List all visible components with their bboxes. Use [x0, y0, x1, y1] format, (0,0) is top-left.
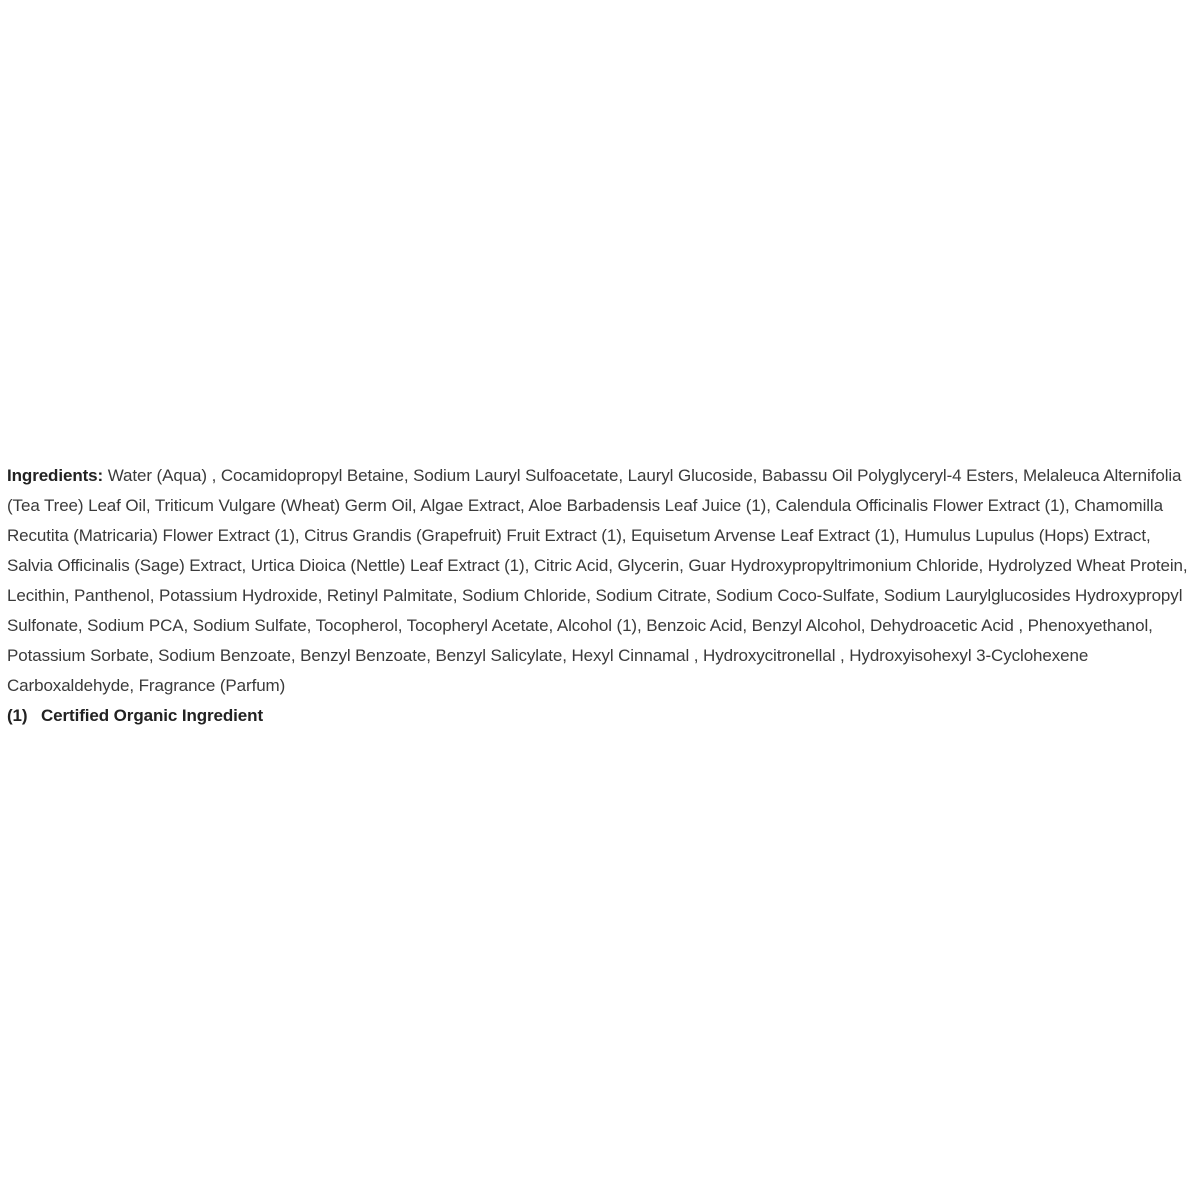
ingredients-block [7, 461, 1195, 731]
footnote-marker: (1) [7, 706, 28, 725]
footnote-text: Certified Organic Ingredient [41, 706, 264, 725]
ingredients-paragraph [7, 461, 1195, 701]
ingredients-label: Ingredients: [7, 466, 104, 485]
ingredients-list: Water (Aqua) , Cocamidopropyl Betaine, Sodium Lauryl Sulfoacetate, Lauryl Glucoside, Babassu Oil Polyglyceryl-4 Esters, Melaleuca Alternifolia (Tea Tree) Leaf Oil, Triticum Vulgare (Wheat) Germ Oil, Algae Extract, Aloe Barbadensis Leaf Juice (1), Calendula Officinalis Flower Extract (1), Chamomilla Recutita (Matricaria) Flower Extract (1), Citrus Grandis (Grapefruit) Fruit Extract (1), Equisetum Arvense Leaf Extract (1), Humulus Lupulus (Hops) Extract, Salvia Officinalis (Sage) Extract, Urtica Dioica (Nettle) Leaf Extract (1), Citric Acid, Glycerin, Guar Hydroxypropyltrimonium Chloride, Hydrolyzed Wheat Protein, Lecithin, Panthenol, Potassium Hydroxide, Retinyl Palmitate, Sodium Chloride, Sodium Citrate, Sodium Coco-Sulfate, Sodium Laurylglucosides Hydroxypropyl Sulfonate, Sodium PCA, Sodium Sulfate, Tocopherol, Tocopheryl Acetate, Alcohol (1), Benzoic Acid, Benzyl Alcohol, Dehydroacetic Acid , Phenoxyethanol, Potassium Sorbate, Sodium Benzoate, Benzyl Benzoate, Benzyl Salicylate, Hexyl Cinnamal , Hydroxycitronellal , Hydroxyisohexyl 3-Cyclohexene Carboxaldehyde, Fragrance (Parfum) [7, 466, 1188, 695]
footnote [7, 701, 1195, 731]
